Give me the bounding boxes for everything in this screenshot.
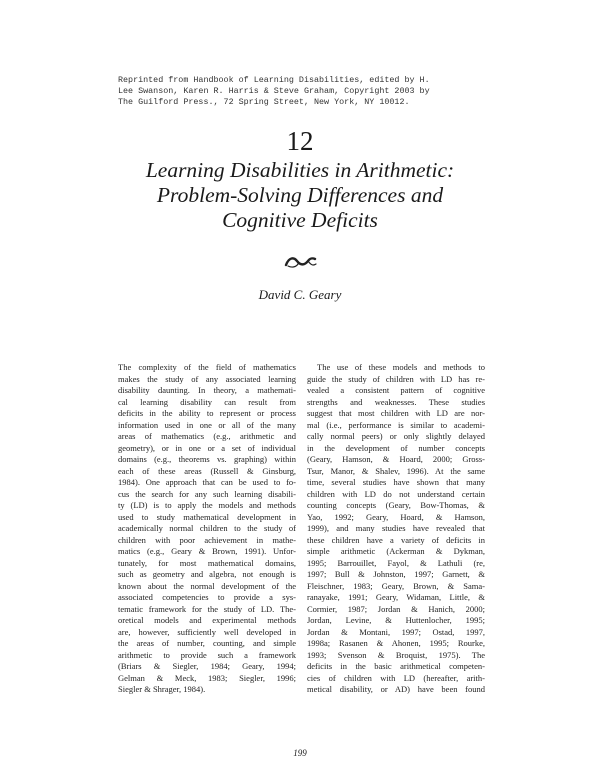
text-line: such as geometry and algebra, not enough is (118, 569, 296, 580)
text-line: used to study mathematical development in (118, 511, 296, 522)
text-line: the areas of number, counting, and simple (118, 638, 296, 649)
reprint-line: The Guilford Press., 72 Spring Street, New York, NY 10012. (118, 97, 410, 107)
text-line: 1999), and many studies have revealed that (307, 523, 485, 534)
text-line: Fleischner, 1983; Geary, Brown, & Sama- (307, 580, 485, 591)
text-line: geometry), or in one or a set of individual (118, 442, 296, 453)
text-line: Jordan, Levine, & Huttenlocher, 1995; (307, 615, 485, 626)
text-line: associated competencies to provide a sys- (118, 592, 296, 603)
text-line: each of these areas (Russell & Ginsburg, (118, 465, 296, 476)
page-number: 199 (293, 748, 307, 758)
text-line: information used in one or all of the many (118, 419, 296, 430)
reprint-notice (118, 75, 488, 108)
text-line: children with LD do not understand certain (307, 488, 485, 499)
text-line: children with poor achievement in mathe- (118, 534, 296, 545)
text-line: ranayake, 1991; Geary, Widaman, Little, & (307, 592, 485, 603)
text-line: academically normal children to the study of (118, 523, 296, 534)
text-line: these children have a variety of deficits in (307, 534, 485, 545)
text-line: arithmetic to provide such a framework (118, 649, 296, 660)
title-line: Learning Disabilities in Arithmetic: (145, 158, 455, 182)
flourish-ornament-icon (282, 254, 318, 270)
reprint-line: Reprinted from Handbook of Learning Disabilities, edited by H. (118, 75, 430, 85)
text-line: Yao, 1992; Geary, Hoard, & Hamson, (307, 511, 485, 522)
text-line: Siegler & Shrager, 1984). (118, 684, 206, 695)
text-line: (Briars & Siegler, 1984; Geary, 1994; (118, 661, 296, 672)
text-line: Tsur, Manor, & Shalev, 1996). At the same (307, 465, 485, 476)
text-line: Cormier, 1987; Jordan & Hanich, 2000; (307, 603, 485, 614)
text-line: known about the normal development of the (118, 580, 296, 591)
text-line: Gelman & Meck, 1983; Siegler, 1996; (118, 672, 296, 683)
text-line: disability daunting. In theory, a mathemati- (118, 385, 296, 396)
text-line: ty (LD) is to apply the models and methods (118, 500, 296, 511)
text-line: mal (i.e., performance is similar to academi- (307, 419, 485, 430)
text-line: metical disability, or AD) have been found (307, 684, 485, 695)
text-line: cal learning disability can result from (118, 396, 296, 407)
title-line: Problem-Solving Differences and (156, 183, 444, 207)
text-line: tematic framework for the study of LD. The- (118, 603, 296, 614)
text-line: oretical models and experimental methods (118, 615, 296, 626)
text-line: tunately, for most mathematical domains, (118, 557, 296, 568)
text-line: simple arithmetic (Ackerman & Dykman, (307, 546, 485, 557)
text-line: 1984). One approach that can be used to fo- (118, 477, 296, 488)
text-line: deficits in the ability to represent or process (118, 408, 296, 419)
text-line: strengths and weaknesses. These studies (307, 396, 485, 407)
text-line: vealed a consistent pattern of cognitive (307, 385, 485, 396)
text-line: The use of these models and methods to (317, 362, 485, 372)
text-line: domains (e.g., theorems vs. graphing) within (118, 454, 296, 465)
text-line: deficits in the basic arithmetical competen- (307, 661, 485, 672)
text-line: Jordan & Montani, 1997; Ostad, 1997, (307, 626, 485, 637)
text-line: time, several studies have shown that many (307, 477, 485, 488)
text-line: areas of mathematics (e.g., arithmetic and (118, 431, 296, 442)
text-line: 1995; Barrouillet, Fayol, & Lathuli (re, (307, 557, 485, 568)
body-column-left (118, 362, 296, 696)
text-line: are, however, sufficiently well developed in (118, 626, 296, 637)
text-line: matics (e.g., Geary & Brown, 1991). Unfor- (118, 546, 296, 557)
reprint-line: Lee Swanson, Karen R. Harris & Steve Graham, Copyright 2003 by (118, 86, 430, 96)
text-line: cus the search for any such learning disabili- (118, 488, 296, 499)
text-line: makes the study of any associated learning (118, 373, 296, 384)
title-line: Cognitive Deficits (222, 208, 378, 232)
text-line: cally normal peers) or only slightly delayed (307, 431, 485, 442)
text-line: (Geary, Hamson, & Hoard, 2000; Gross- (307, 454, 485, 465)
text-line: guide the study of children with LD has re- (307, 373, 485, 384)
chapter-title (0, 158, 600, 233)
text-line: cies of children with LD (hereafter, arith- (307, 672, 485, 683)
text-line: in the development of number concepts (307, 442, 485, 453)
text-line: 1997; Bull & Johnston, 1997; Garnett, & (307, 569, 485, 580)
body-column-right (307, 362, 485, 696)
text-line: counting concepts (Geary, Bow-Thomas, & (307, 500, 485, 511)
text-line: 1998a; Rasanen & Ahonen, 1995; Rourke, (307, 638, 485, 649)
author-name: David C. Geary (258, 287, 342, 302)
text-line: 1993; Svenson & Broquist, 1975). The (307, 649, 485, 660)
text-line: The complexity of the field of mathematics (118, 362, 296, 372)
text-line: suggest that most children with LD are nor- (307, 408, 485, 419)
chapter-number: 12 (286, 126, 314, 156)
